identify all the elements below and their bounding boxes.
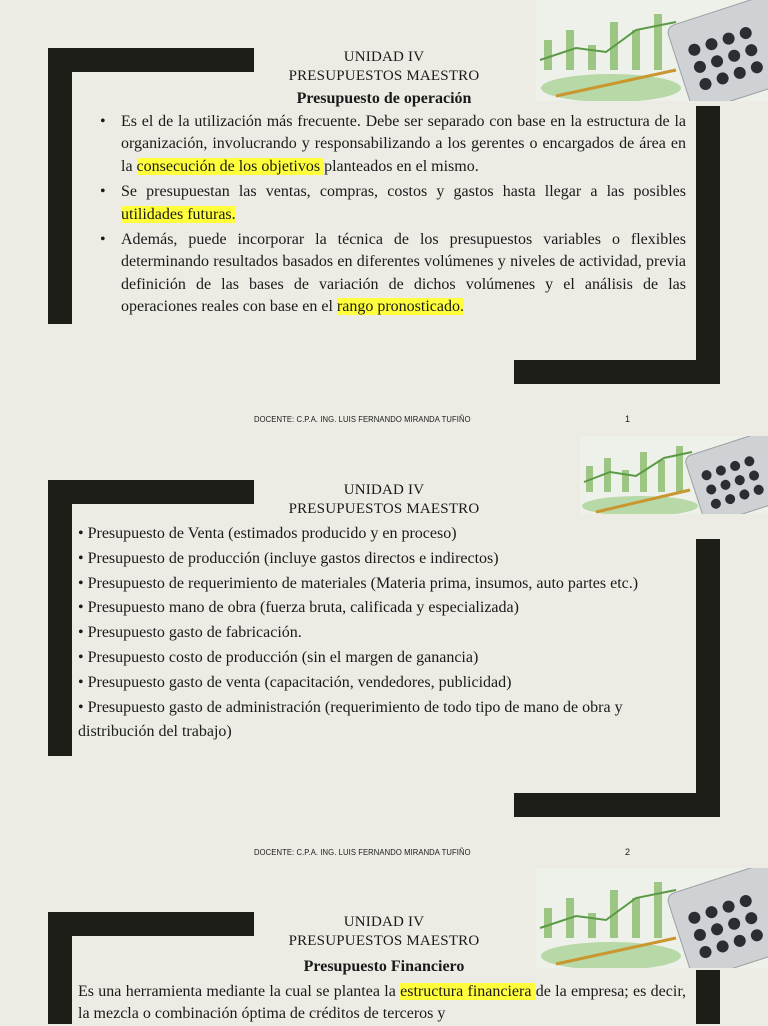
list-item: • Presupuesto costo de producción (sin el margen de ganancia)	[78, 648, 479, 666]
list-item: • Presupuesto de requerimiento de materiales (Materia prima, insumos, auto partes etc.)	[78, 574, 639, 592]
slide-subtitle: Presupuesto de operación	[296, 90, 472, 107]
list-item: • Presupuesto de Venta (estimados producido y en proceso)	[78, 525, 457, 542]
list-item: • Presupuesto mano de obra (fuerza bruta, calificada y especializada)	[78, 599, 519, 617]
list-item: • Presupuesto gasto de venta (capacitación, vendedores, publicidad)	[78, 673, 512, 691]
slide-title: PRESUPUESTOS MAESTRO	[288, 68, 480, 84]
frame-bar	[696, 970, 720, 1024]
list-item: • Presupuesto de producción (incluye gastos directos e indirectos)	[78, 549, 499, 567]
unit-heading	[0, 913, 768, 951]
slide-title: PRESUPUESTOS MAESTRO	[288, 501, 480, 517]
highlighted-text: utilidades futuras.	[121, 205, 236, 223]
paragraph: Es una herramienta mediante la cual se plantea la estructura financiera de la empresa; es decir, la mezcla o combinación óptima de créditos de terceros y	[78, 983, 687, 1023]
unit-label: UNIDAD IV	[343, 482, 425, 498]
page-number: 2	[625, 847, 631, 857]
slide-subtitle: Presupuesto Financiero	[303, 958, 465, 975]
list-item: • Además, puede incorporar la técnica de los presupuestos variables o flexibles determinando resultados basados en diferentes volúmenes y niveles de actividad, previa definición de las bases de variación de dichos volúmenes y el análisis de las operaciones reales con base en el rango pronosticado.	[100, 231, 686, 316]
list-item: • Se presupuestan las ventas, compras, costos y gastos hasta llegar a las posibles utilidades futuras.	[100, 183, 686, 223]
footer-teacher: DOCENTE: C.P.A. ING. LUIS FERNANDO MIRANDA TUFIÑO	[254, 414, 471, 424]
slide-title: PRESUPUESTOS MAESTRO	[288, 933, 480, 949]
footer-teacher: DOCENTE: C.P.A. ING. LUIS FERNANDO MIRANDA TUFIÑO	[254, 847, 471, 857]
highlighted-text: rango pronosticado.	[336, 298, 464, 316]
highlighted-text: estructura financiera	[400, 983, 536, 1000]
list-item: • Presupuesto gasto de fabricación.	[78, 624, 302, 642]
unit-label: UNIDAD IV	[343, 914, 425, 930]
page-number: 1	[625, 414, 631, 424]
highlighted-text: consecución de los objetivos	[136, 157, 325, 175]
list-item: • Presupuesto gasto de administración (requerimiento de todo tipo de mano de obra y distribución del trabajo)	[78, 698, 623, 741]
unit-label: UNIDAD IV	[343, 49, 425, 65]
list-item: • Es el de la utilización más frecuente. Debe ser separado con base en la estructura de la organización, involucrando y responsabilizando a los gerentes o encargados de área en la consecución de los objetivos planteados en el mismo.	[100, 113, 686, 175]
